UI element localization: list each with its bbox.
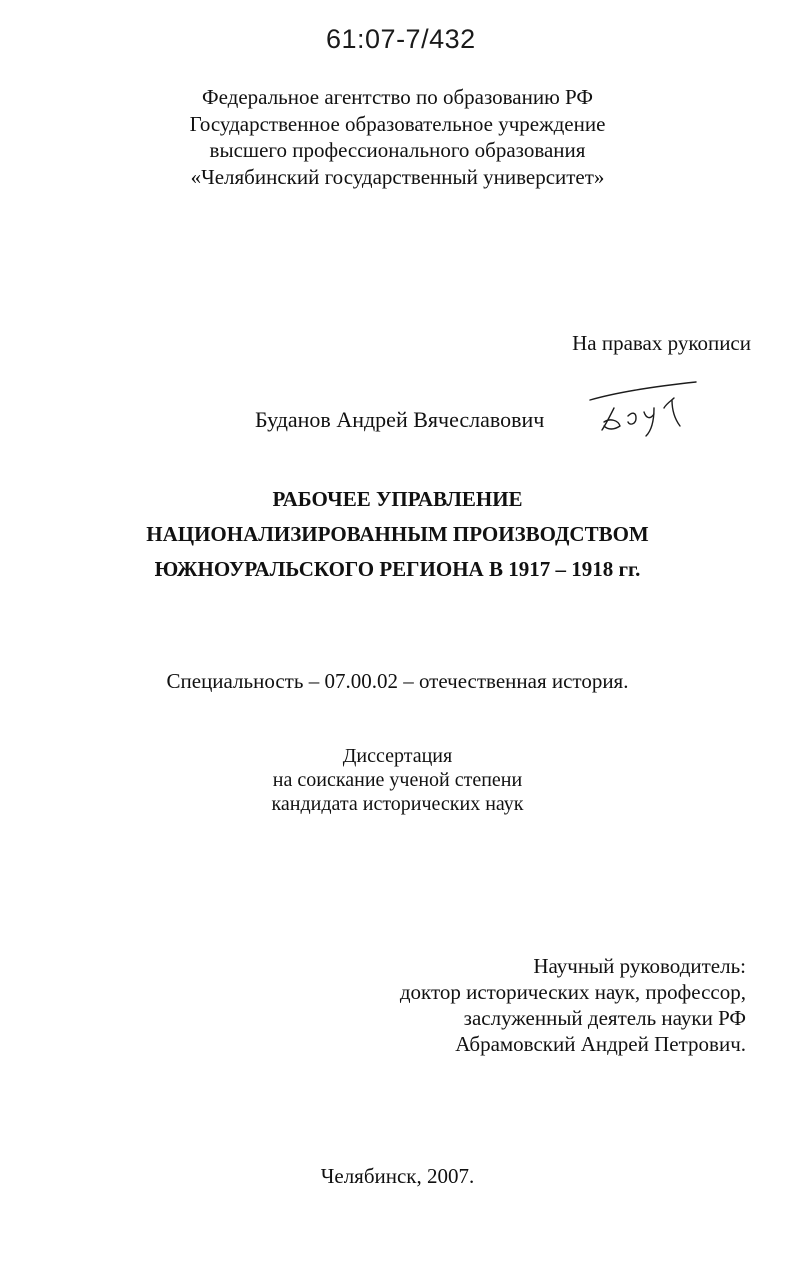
title-line-1: РАБОЧЕЕ УПРАВЛЕНИЕ [272, 487, 523, 511]
supervisor-block [400, 953, 746, 1057]
degree-line-1: Диссертация [342, 745, 453, 767]
archive-number: 61:07-7/432 [326, 24, 476, 54]
institution-line-agency: Федеральное агентство по образованию РФ [202, 85, 593, 109]
supervisor-honor: заслуженный деятель науки РФ [463, 1006, 746, 1030]
supervisor-degree: доктор исторических наук, профессор, [399, 980, 746, 1004]
title-line-2: НАЦИОНАЛИЗИРОВАННЫМ ПРОИЗВОДСТВОМ [146, 522, 649, 546]
institution-line-level: высшего профессионального образования [209, 138, 586, 162]
degree-statement [0, 744, 795, 816]
signature-icon [588, 378, 700, 438]
institution-line-name: «Челябинский государственный университет» [190, 164, 605, 189]
author-name: Буданов Андрей Вячеславович [255, 407, 545, 432]
institution-header [0, 84, 795, 190]
degree-line-2: на соискание ученой степени [272, 769, 523, 791]
supervisor-label: Научный руководитель: [533, 954, 746, 978]
degree-line-3: кандидата исторических наук [271, 793, 524, 815]
dissertation-title [0, 482, 795, 587]
specialty-line: Специальность – 07.00.02 – отечественная история. [166, 669, 629, 693]
place-and-year: Челябинск, 2007. [320, 1164, 475, 1188]
institution-line-type: Государственное образовательное учреждение [189, 111, 606, 136]
manuscript-rights-note: На правах рукописи [572, 331, 751, 355]
supervisor-name: Абрамовский Андрей Петрович. [455, 1032, 746, 1056]
title-line-3: ЮЖНОУРАЛЬСКОГО РЕГИОНА В 1917 – 1918 гг. [154, 557, 641, 581]
